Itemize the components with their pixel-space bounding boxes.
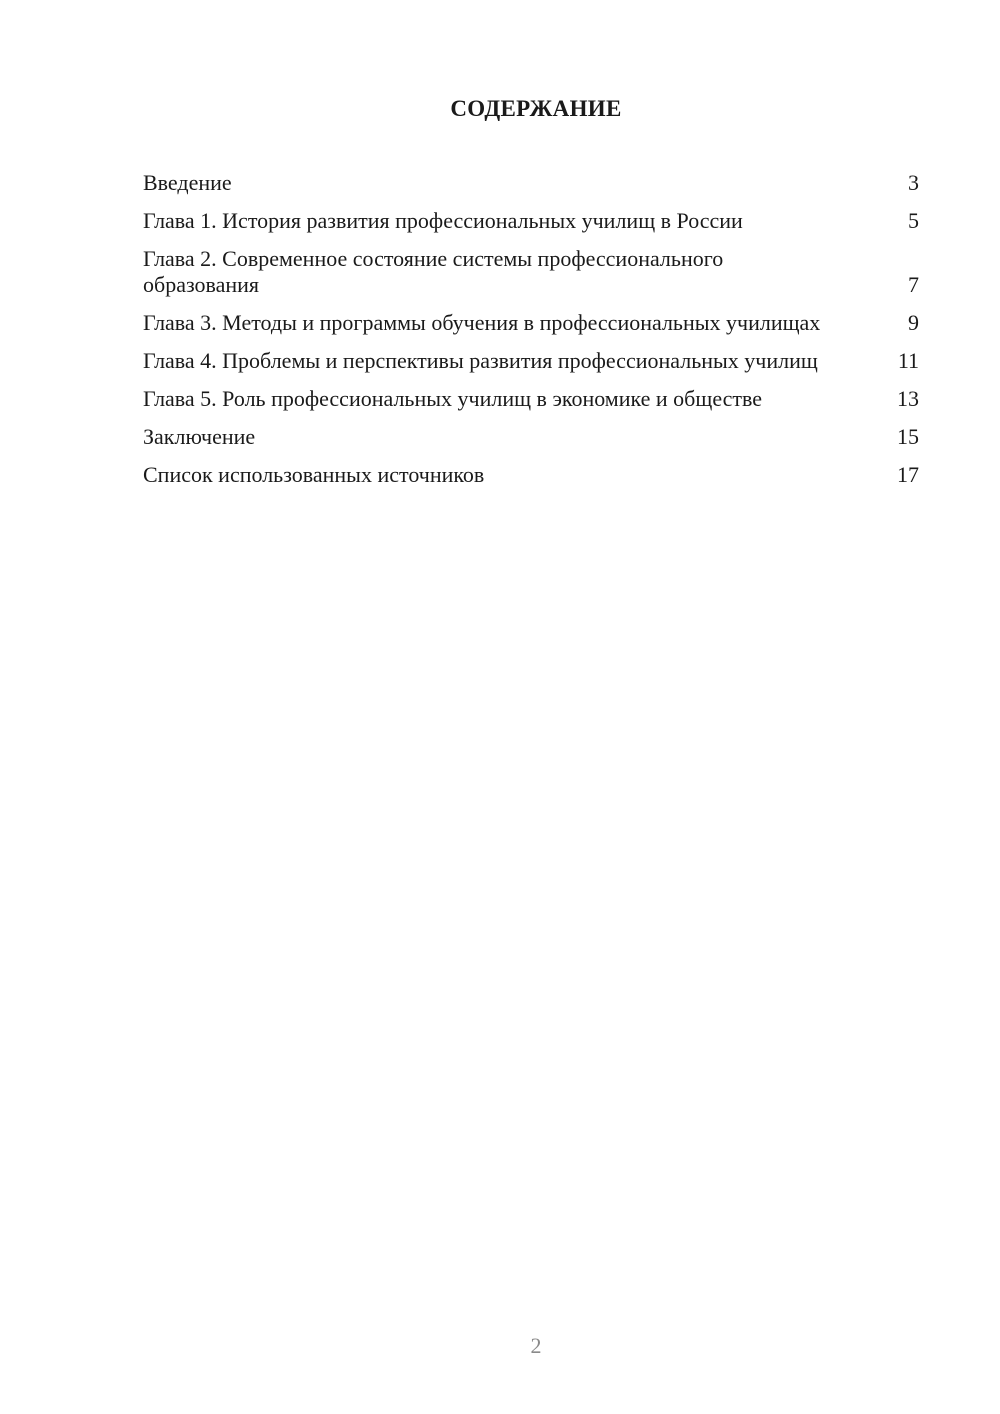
page-title: СОДЕРЖАНИЕ	[450, 96, 622, 121]
page-number: 2	[530, 1333, 542, 1358]
toc-entry-chapter-2	[143, 246, 919, 298]
toc-entry-page: 13	[897, 386, 919, 411]
toc-entry-page: 7	[908, 272, 919, 297]
toc-entry-conclusion	[143, 424, 919, 450]
toc-entry-chapter-4	[143, 348, 919, 374]
toc-entry-chapter-5	[143, 386, 919, 412]
toc-entry-page: 5	[908, 208, 919, 233]
toc-entry-page: 9	[908, 310, 919, 335]
toc-entry-page: 15	[897, 424, 919, 449]
toc-entry-title: Глава 3. Методы и программы обучения в профессиональных училищах	[143, 310, 821, 335]
toc-entry-references	[143, 462, 919, 488]
toc-entry-title: Список использованных источников	[143, 462, 485, 487]
table-of-contents	[143, 170, 919, 500]
toc-entry-title: Глава 4. Проблемы и перспективы развития профессиональных училищ	[143, 348, 818, 373]
toc-entry-chapter-3	[143, 310, 919, 336]
toc-entry-introduction	[143, 170, 919, 196]
toc-entry-title: Введение	[143, 170, 232, 195]
toc-entry-chapter-1	[143, 208, 919, 234]
toc-entry-page: 17	[897, 462, 919, 487]
toc-entry-page: 11	[897, 348, 919, 373]
toc-entry-title: Заключение	[143, 424, 256, 449]
toc-entry-title: Глава 2. Современное состояние системы профессионального образования	[143, 246, 724, 297]
toc-entry-title: Глава 5. Роль профессиональных училищ в экономике и обществе	[143, 386, 763, 411]
toc-entry-title: Глава 1. История развития профессиональных училищ в России	[143, 208, 743, 233]
toc-entry-page: 3	[908, 170, 919, 195]
